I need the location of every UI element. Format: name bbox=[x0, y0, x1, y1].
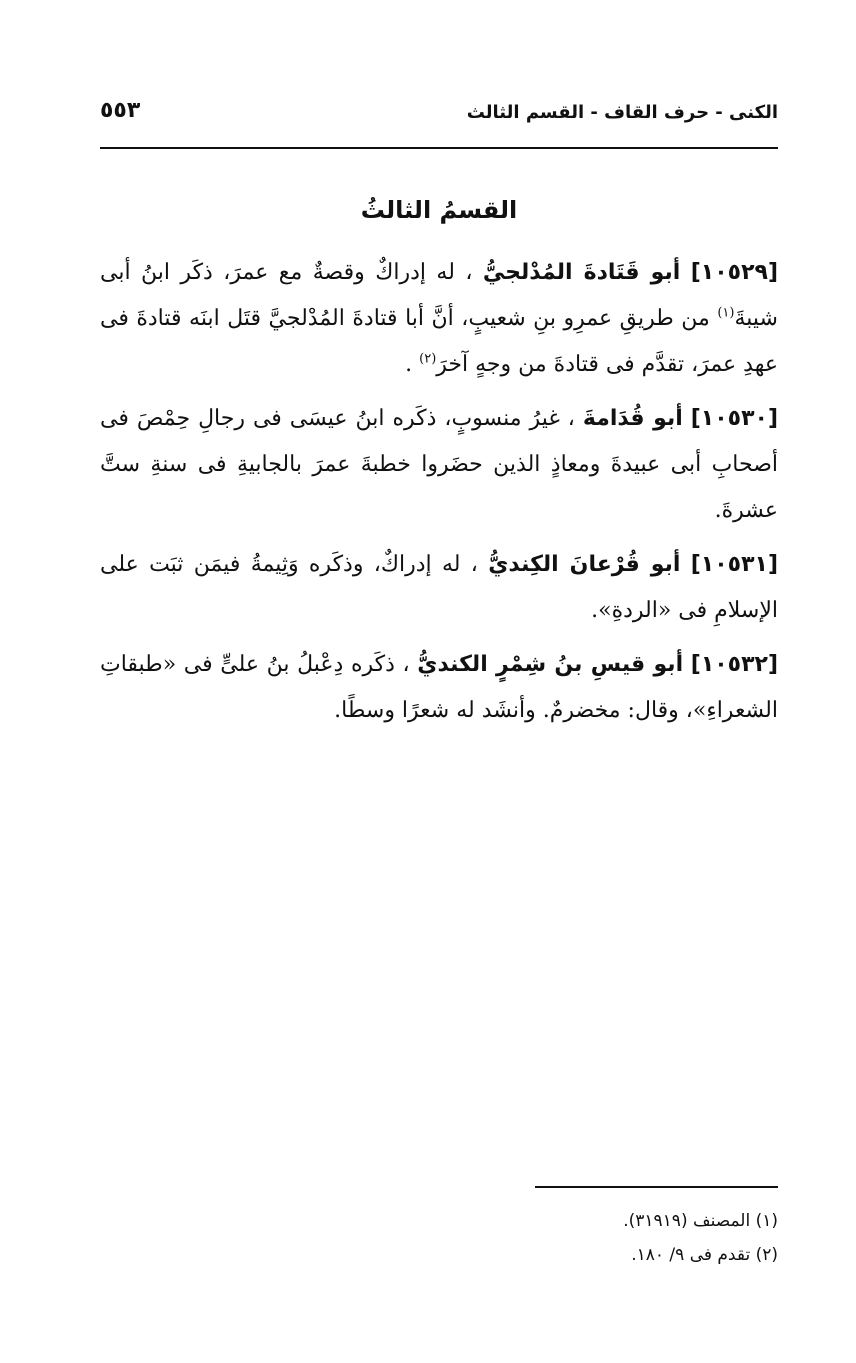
entry-text: . bbox=[405, 352, 413, 377]
page-body bbox=[100, 250, 778, 742]
entry-10531 bbox=[100, 542, 778, 634]
footnotes bbox=[100, 1204, 778, 1272]
entry-name: أبو قيسِ بنُ شِمْرٍ الكنديُّ bbox=[417, 652, 684, 677]
footnote-rule bbox=[535, 1186, 778, 1188]
page-header bbox=[100, 96, 778, 136]
entry-name: أبو قُدَامةَ bbox=[582, 406, 683, 431]
entry-number: [١٠٥٣٢] bbox=[690, 652, 779, 677]
entry-text: ، ذكَره دِعْبلُ بنُ علىٍّ فى «طبقاتِ الشعراءِ»، وقال: مخضرمٌ. وأنشَد له شعرًا وسطًا. bbox=[100, 652, 778, 723]
header-rule bbox=[100, 147, 778, 149]
entry-text: ، له إدراكٌ، وذكَره وَثِيمةُ فيمَن ثبَت على الإسلامِ فى «الردةِ». bbox=[100, 552, 778, 623]
entry-name: أبو قُرْعانَ الكِنديُّ bbox=[488, 552, 681, 577]
entry-number: [١٠٥٣١] bbox=[690, 552, 778, 577]
footnote: (١) المصنف (٣١٩١٩). bbox=[623, 1211, 778, 1231]
entry-10529 bbox=[100, 250, 778, 388]
entry-text: ، له إدراكٌ وقصةٌ مع عمرَ، ذكَر ابنُ أبى شيبةَ bbox=[100, 260, 778, 331]
footnote-reference: (١) bbox=[717, 305, 735, 321]
page-number: ٥٥٣ bbox=[100, 98, 141, 123]
section-title: القسمُ الثالثُ bbox=[360, 196, 518, 224]
entry-text: من طريقِ عمرِو بنِ شعيبٍ، أنَّ أبا قتادةَ المُدْلجيَّ قتَل ابنَه قتادةَ فى عهدِ عمرَ، تقدَّم فى قتادةَ من وجهٍ آخرَ bbox=[100, 306, 778, 377]
entry-10530 bbox=[100, 396, 778, 534]
footnote: (٢) تقدم فى ٩/ ١٨٠. bbox=[631, 1245, 778, 1265]
entry-text: ، غيرُ منسوبٍ، ذكَره ابنُ عيسَى فى رجالِ حِمْصَ فى أصحابِ أبى عبيدةَ ومعاذٍ الذين حضَروا خطبةَ عمرَ بالجابيةِ فى سنةِ ستَّ عشرةَ. bbox=[100, 406, 778, 523]
entry-number: [١٠٥٢٩] bbox=[690, 260, 778, 285]
entry-10532 bbox=[100, 642, 778, 734]
entry-name: أبو قَتَادةَ المُدْلجيُّ bbox=[482, 260, 681, 285]
entry-number: [١٠٥٣٠] bbox=[690, 406, 778, 431]
running-title: الكنى - حرف القاف - القسم الثالث bbox=[466, 102, 778, 123]
footnote-reference: (٢) bbox=[419, 351, 437, 367]
